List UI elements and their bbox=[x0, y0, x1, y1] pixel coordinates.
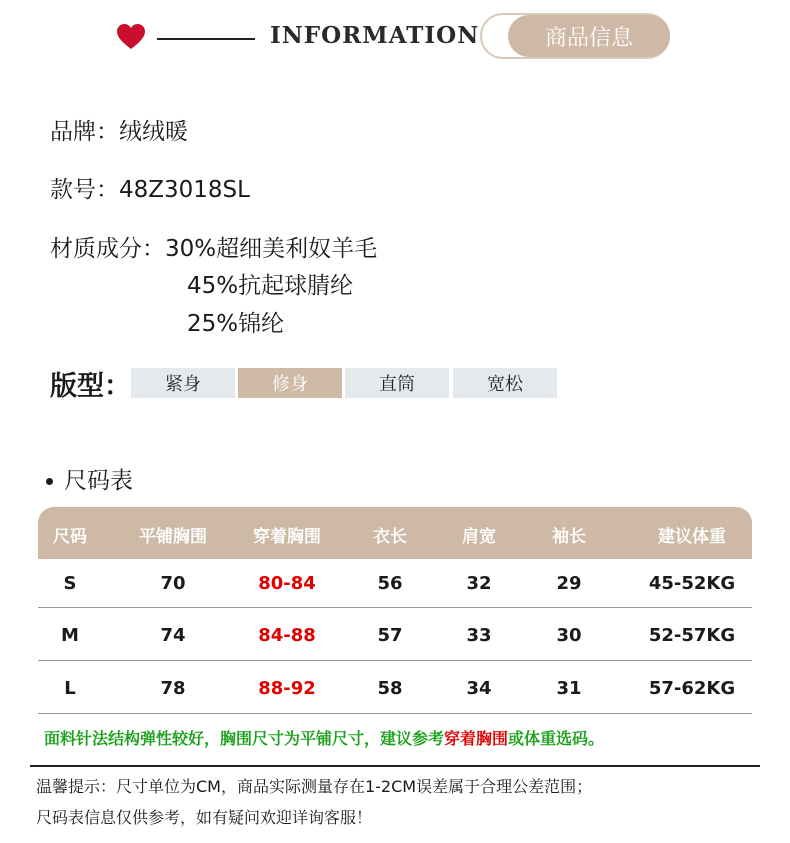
brand-value: 绒绒暖 bbox=[119, 119, 188, 145]
material-label: 材质成分： bbox=[50, 236, 165, 262]
tips-divider bbox=[30, 765, 760, 767]
model-label: 款号： bbox=[50, 177, 119, 203]
table-header-cell: 肩宽 bbox=[462, 527, 496, 547]
table-cell: 57-62KG bbox=[648, 678, 736, 699]
table-cell: 57 bbox=[377, 625, 403, 646]
table-cell: S bbox=[63, 573, 77, 594]
product-info-badge: 商品信息 bbox=[508, 15, 670, 57]
table-cell: 34 bbox=[466, 678, 492, 699]
table-cell: 30 bbox=[556, 625, 582, 646]
table-cell: 33 bbox=[466, 625, 492, 646]
table-cell-highlight: 84-88 bbox=[258, 625, 316, 646]
table-cell: 52-57KG bbox=[648, 625, 736, 646]
fit-option-loose: 宽松 bbox=[453, 368, 557, 398]
row-divider bbox=[38, 713, 752, 714]
table-cell: 78 bbox=[160, 678, 186, 699]
header-line bbox=[157, 38, 255, 40]
table-cell: 31 bbox=[556, 678, 582, 699]
table-header-cell: 衣长 bbox=[373, 527, 407, 547]
table-cell: 56 bbox=[377, 573, 403, 594]
table-cell: 58 bbox=[377, 678, 403, 699]
section-title: INFORMATION bbox=[270, 22, 480, 49]
brand-row bbox=[50, 113, 188, 146]
heart-icon bbox=[117, 24, 145, 50]
table-cell: 45-52KG bbox=[648, 573, 736, 594]
bullet-icon bbox=[46, 478, 53, 485]
table-cell-highlight: 80-84 bbox=[258, 573, 316, 594]
row-divider bbox=[38, 607, 752, 608]
tip-line: 尺码表信息仅供参考，如有疑问欢迎详询客服！ bbox=[36, 808, 373, 827]
table-cell: M bbox=[61, 625, 79, 646]
table-header-cell: 穿着胸围 bbox=[253, 527, 321, 547]
material-item: 45%抗起球腈纶 bbox=[187, 273, 354, 299]
tip-line: 温馨提示：尺寸单位为CM，商品实际测量存在1-2CM误差属于合理公差范围； bbox=[36, 777, 593, 796]
table-cell: L bbox=[64, 678, 76, 699]
brand-label: 品牌： bbox=[50, 119, 119, 145]
fit-option-regular-slim: 修身 bbox=[238, 368, 342, 398]
sizing-note-highlight: 穿着胸围 bbox=[444, 729, 509, 748]
sizing-note-text: 面料针法结构弹性较好，胸围尺寸为平铺尺寸，建议参考 bbox=[44, 729, 445, 748]
model-value: 48Z3018SL bbox=[119, 177, 250, 203]
sizing-note-text: 或体重选码。 bbox=[508, 729, 605, 748]
table-header-cell: 平铺胸围 bbox=[139, 527, 207, 547]
row-divider bbox=[38, 660, 752, 661]
material-row bbox=[50, 230, 377, 263]
table-header-cell: 建议体重 bbox=[658, 527, 726, 547]
size-chart-title: 尺码表 bbox=[64, 468, 133, 494]
fit-option-straight: 直筒 bbox=[345, 368, 449, 398]
model-row bbox=[50, 171, 250, 204]
table-header-cell: 袖长 bbox=[552, 527, 586, 547]
fit-label: 版型： bbox=[50, 371, 131, 402]
table-cell: 70 bbox=[160, 573, 186, 594]
table-cell: 29 bbox=[556, 573, 582, 594]
table-cell-highlight: 88-92 bbox=[258, 678, 316, 699]
material-item: 25%锦纶 bbox=[187, 311, 285, 337]
table-cell: 74 bbox=[160, 625, 186, 646]
table-header-cell: 尺码 bbox=[53, 527, 87, 547]
table-cell: 32 bbox=[466, 573, 492, 594]
sizing-note bbox=[44, 726, 604, 749]
material-item: 30%超细美利奴羊毛 bbox=[165, 236, 378, 262]
fit-option-slim: 紧身 bbox=[131, 368, 235, 398]
